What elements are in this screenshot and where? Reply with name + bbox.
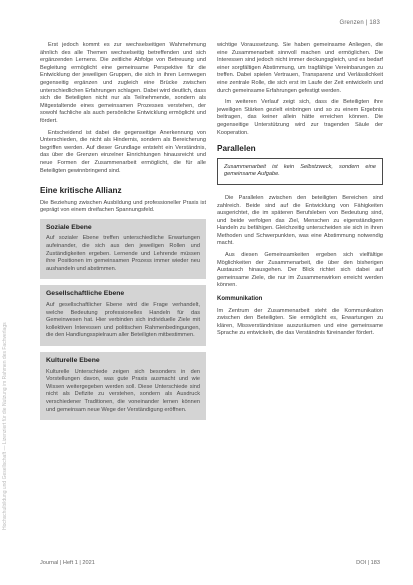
section-heading-allianz: Eine kritische Allianz (40, 186, 122, 196)
right-paragraph-3: Die Parallelen zwischen den beteiligten Bereichen sind zahlreich. Beide sind auf die Entwicklung von Fähigkeiten ausgerichtet, die im späteren Berufsleben von Bedeutung sind, und beide verfolgen das Ziel, Menschen zu eigenständigem Handeln zu befähigen. Gleichzeitig unterscheiden sie sich in ihren Methoden und Schwerpunkten, was eine Abstimmung notwendig macht. (217, 194, 383, 247)
panel-text: Auf sozialer Ebene treffen unterschiedliche Erwartungen aufeinander, die sich aus den jeweiligen Rollen und Zuständigkeiten ergeben. Lernende und Lehrende müssen ihre Positionen im gemeinsamen Prozess immer wieder neu aushandeln und abstimmen. (46, 235, 200, 272)
panel-title: Gesellschaftliche Ebene (46, 290, 125, 298)
right-paragraph-4: Aus diesen Gemeinsamkeiten ergeben sich vielfältige Möglichkeiten der Zusammenarbeit, die über den bisherigen Austausch hinausgehen. Der Blick richtet sich dabei auf gemeinsame Ziele, die nur im Zusammenwirken erreicht werden können. (217, 252, 383, 289)
section-heading-parallelen: Parallelen (217, 144, 256, 154)
subheading-kommunikation: Kommunikation (217, 296, 263, 303)
panel-title: Kulturelle Ebene (46, 357, 100, 364)
side-margin-text: Hochschulbildung und Gesellschaft — Lizenziert für die Nutzung im Rahmen des Fachverlags (2, 322, 8, 530)
note-box: Zusammenarbeit ist kein Selbstzweck, sondern eine gemeinsame Aufgabe. (217, 158, 383, 185)
left-column (40, 42, 206, 426)
panel-title: Soziale Ebene (46, 223, 92, 231)
panel-kulturelle-ebene (40, 352, 206, 420)
left-paragraph-3: Die Beziehung zwischen Ausbildung und professioneller Praxis ist geprägt von einem dreifachen Spannungsfeld. (40, 199, 206, 214)
right-paragraph-5: Im Zentrum der Zusammenarbeit steht die Kommunikation zwischen den Beteiligten. Sie ermöglicht es, Erwartungen zu klären, Missverständnisse auszuräumen und eine gemeinsame Sprache zu entwickeln, die das Verständnis füreinander fördert. (217, 307, 383, 337)
footer-left: Journal | Heft 1 | 2021 (40, 560, 95, 566)
right-column (217, 42, 383, 342)
left-paragraph-2: Entscheidend ist dabei die gegenseitige Anerkennung von Unterschieden, die nicht als Hindernis, sondern als Bereicherung begriffen werden. Auf dieser Grundlage entsteht ein Verständnis, das über die Grenzen einzelner Einrichtungen hinausreicht und neue Formen der Zusammenarbeit ermöglicht, die für alle Beteiligten gewinnbringend sind. (40, 129, 206, 174)
panel-text: Kulturelle Unterschiede zeigen sich besonders in den Vorstellungen davon, was gute Praxis ausmacht und wie Wissen weitergegeben werden soll. Diese Unterschiede sind nicht als Defizite zu verstehen, sondern als Ausdruck verschiedener Traditionen, die voneinander lernen können und gemeinsam neue Wege der Verständigung eröffnen. (46, 368, 200, 413)
right-paragraph-1: wichtige Voraussetzung. Sie haben gemeinsame Anliegen, die eine Zusammenarbeit sinnvoll machen und ermöglichen. Die Interessen sind jedoch nicht immer deckungsgleich, und es bedarf einer sorgfältigen Abstimmung, um tragfähige Vereinbarungen zu treffen. Dabei spielen Vertrauen, Transparenz und Verlässlichkeit eine zentrale Rolle, die sich erst im Laufe der Zeit entwickeln und durch gemeinsame Erfahrungen gefestigt werden. (217, 42, 383, 94)
left-paragraph-1: Erst jedoch kommt es zur wechselseitigen Wahrnehmung ähnlich des alle Themen wechselseitig betreffenden und sich ergänzenden Lernens. Die zeitliche Abfolge von Betreuung und Begleitung ermöglicht eine gemeinsame Perspektive für die Entwicklung der jeweiligen Gruppen, die sich in ihren Lernwegen gegenseitig ergänzen und zugleich eine Brücke zwischen unterschiedlichen Erfahrungen schlagen. Dabei wird deutlich, dass sich die Beteiligten nicht nur als Teilnehmende, sondern als Mitgestaltende eines gemeinsamen Prozesses verstehen, der sowohl fachliche als auch persönliche Entwicklung ermöglicht und fördert. (40, 42, 206, 124)
running-head: Grenzen | 183 (339, 20, 380, 26)
panel-gesellschaftliche-ebene (40, 285, 206, 346)
panel-soziale-ebene (40, 219, 206, 280)
panel-text: Auf gesellschaftlicher Ebene wird die Frage verhandelt, welche Bedeutung professionelles Handeln für das Gemeinwesen hat. Hier verbinden sich individuelle Ziele mit kollektiven Interessen und politischen Rahmenbedingungen, die den Handlungsspielraum aller Beteiligten mitbestimmen. (46, 302, 200, 339)
footer-right: DOI | 183 (356, 560, 380, 566)
right-paragraph-2: Im weiteren Verlauf zeigt sich, dass die Beteiligten ihre jeweiligen Stärken gezielt einbringen und so zu einem Ergebnis beitragen, das keiner allein hätte erreichen können. Die gegenseitige Unterstützung wird zur tragenden Säule der Kooperation. (217, 99, 383, 136)
